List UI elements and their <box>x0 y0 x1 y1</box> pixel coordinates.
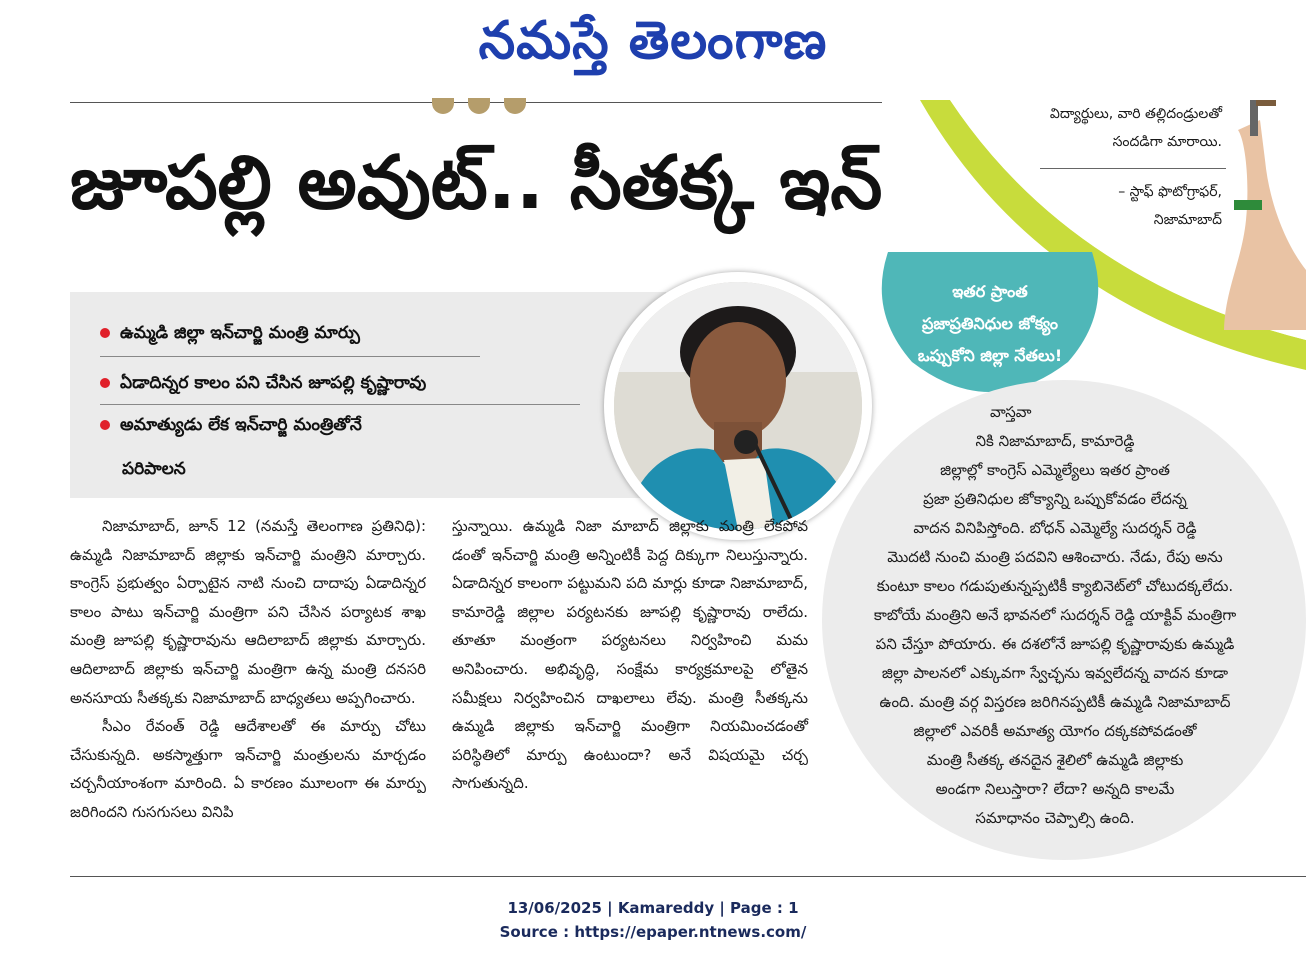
portrait-photo <box>614 282 862 530</box>
highlight-item: అమాత్యుడు లేక ఇన్‌చార్జి మంత్రితోనే <box>100 408 362 442</box>
page-footer <box>0 896 1306 944</box>
masthead-logo: నమస్తే తెలంగాణ <box>478 11 828 71</box>
article-column-1 <box>70 512 426 827</box>
photo-credit: – స్టాఫ్ ఫొటోగ్రాఫర్, నిజామాబాద్ <box>1118 184 1222 228</box>
bullet-icon <box>100 420 110 430</box>
bullet-icon <box>100 378 110 388</box>
headline: జూపల్లి అవుట్.. సీతక్క ఇన్ <box>70 140 883 226</box>
highlight-item: ఉమ్మడి జిల్లా ఇన్‌చార్జి మంత్రి మార్పు <box>100 316 360 350</box>
sidebar-article: వాస్తవా నికి నిజామాబాద్, కామారెడ్డి జిల్లాల్లో కాంగ్రెస్ ఎమ్మెల్యేలు ఇతర ప్రాంత ప్రజా ప్రతినిధుల జోక్యాన్ని ఒప్పుకోవడం లేదన్న వాదన వినిపిస్తోంది. బోధన్ ఎమ్మెల్యే సుదర్శన్ రెడ్డి మొదటి నుంచి మంత్రి పదవిని ఆశించారు. నేడు, రేపు అను కుంటూ కాలం గడుపుతున్నప్పటికీ క్యాబినెట్‌లో చోటుదక్కలేదు. కాబోయే మంత్రిని అనే భావనలో సుదర్శన్ రెడ్డి యాక్టివ్ మంత్రిగా పని చేస్తూ పోయారు. ఈ దశలోనే జూపల్లి కృష్ణారావుకు ఉమ్మడి జిల్లా పాలనలో ఎక్కువగా స్వేచ్ఛను ఇవ్వలేదన్న వాదన కూడా ఉంది. మంత్రి వర్గ విస్తరణ జరిగినప్పటికీ ఉమ్మడి నిజామాబాద్ జిల్లాలో ఎవరికీ అమాత్య యోగం దక్కకపోవడంతో మంత్రి సీతక్క తనదైన శైలిలో ఉమ్మడి జిల్లాకు అండగా నిలుస్తారా? లేదా? అన్నది కాలమే సమాధానం చెప్పాల్సి ఉంది. <box>873 403 1237 827</box>
paragraph: స్తున్నాయి. ఉమ్మడి నిజా మాబాద్ జిల్లాకు మంత్రి లేకపోవ డంతో ఇన్‌చార్జి మంత్రి అన్నింటికీ పెద్ద దిక్కుగా నిలుస్తున్నారు. ఏడాదిన్నర కాలంగా పట్టుమని పది మార్లు కూడా నిజామాబాద్, కామారెడ్డి జిల్లాల పర్యటనకు జూపల్లి కృష్ణారావు రాలేదు. తూతూ మంత్రంగా పర్యటనలు నిర్వహించి మమ అనిపించారు. అభివృద్ధి, సంక్షేమ కార్యక్రమాలపై లోతైన సమీక్షలు నిర్వహించిన దాఖలాలు లేవు. మంత్రి సీతక్కను ఉమ్మడి జిల్లాకు ఇన్‌చార్జి మంత్రిగా నియమించడంతో పరిస్థితిలో మార్పు ఉంటుందా? అనే విషయమై చర్చ సాగుతున్నది. <box>452 517 808 793</box>
highlight-divider <box>100 404 580 405</box>
article-column-2 <box>452 512 808 798</box>
highlights-box <box>70 292 666 498</box>
footer-source: Source : https://epaper.ntnews.com/ <box>499 923 807 941</box>
highlight-item-continued: పరిపాలన <box>122 459 186 479</box>
bullet-icon <box>100 328 110 338</box>
bottom-divider <box>70 876 1306 877</box>
paragraph: సీఎం రేవంత్ రెడ్డి ఆదేశాలతో ఈ మార్పు చోటు చేసుకున్నది. అకస్మాత్తుగా ఇన్‌చార్జి మంత్రులను మార్చడం చర్చనీయాంశంగా మారింది. ఏ కారణం మూలంగా ఈ మార్పు జరిగిందని గుసగుసలు వినిపి <box>70 717 426 821</box>
callout-text: ఇతర ప్రాంత ప్రజాప్రతినిధుల జోక్యం ఒప్పుకోని జిల్లా నేతలు! <box>917 282 1063 365</box>
caption-divider <box>1040 168 1226 169</box>
paragraph: నిజామాబాద్, జూన్ 12 (నమస్తే తెలంగాణ ప్రతినిధి): ఉమ్మడి నిజామాబాద్ జిల్లాకు ఇన్‌చార్జి మంత్రిని మార్చారు. కాంగ్రెస్ ప్రభుత్వం ఏర్పాటైన నాటి నుంచి దాదాపు ఏడాదిన్నర కాలం పాటు ఇన్‌చార్జి మంత్రిగా పని చేసిన పర్యాటక శాఖ మంత్రి జూపల్లి కృష్ణారావును ఆదిలాబాద్ జిల్లాకు మార్చారు. ఆదిలాబాద్ జిల్లాకు ఇన్‌చార్జి మంత్రిగా ఉన్న మంత్రి దనసరి అనసూయ సీతక్కకు నిజామాబాద్ బాధ్యతలు అప్పగించారు. <box>70 517 426 707</box>
highlight-divider <box>100 356 480 357</box>
ornament-dots <box>432 98 532 118</box>
highlight-item: ఏడాదిన్నర కాలం పని చేసిన జూపల్లి కృష్ణారావు <box>100 366 426 400</box>
photo-caption: విద్యార్థులు, వారి తల్లిదండ్రులతో సందడిగా మారాయి. <box>1049 106 1222 150</box>
footer-date-page: 13/06/2025 | Kamareddy | Page : 1 <box>507 899 799 917</box>
